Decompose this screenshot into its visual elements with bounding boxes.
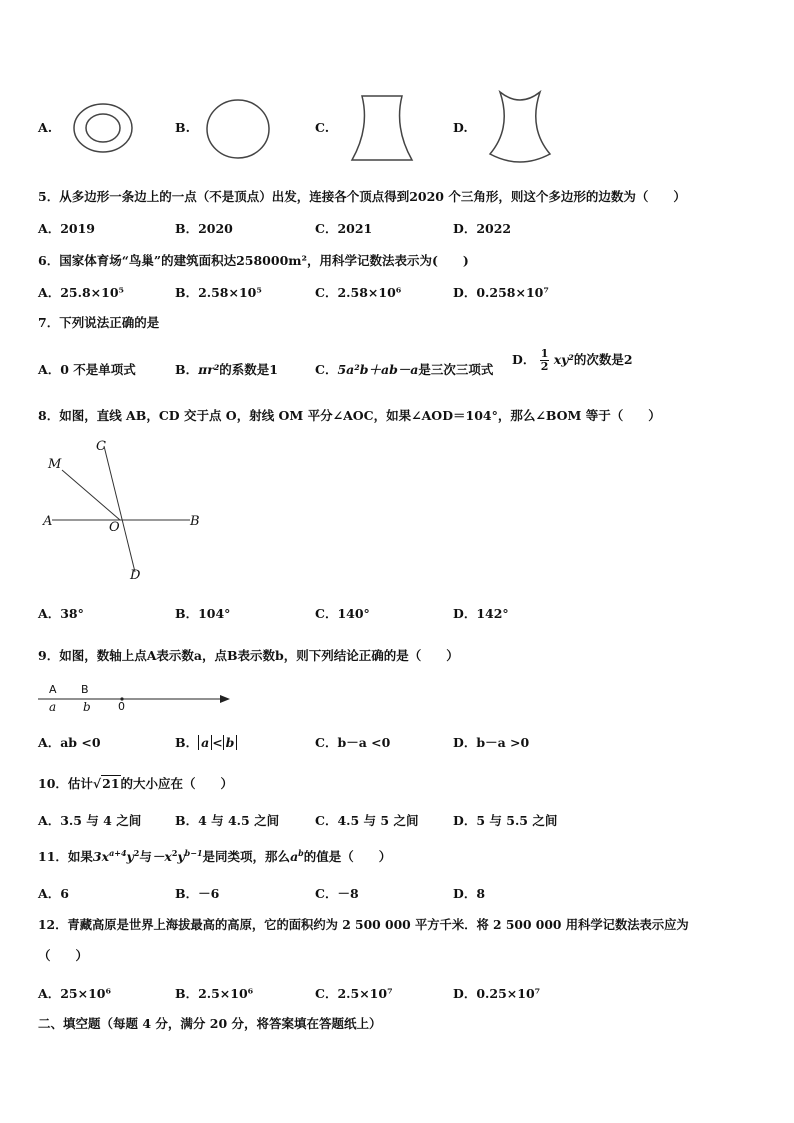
question-6: 6．国家体育场“鸟巢”的建筑面积达258000m²，用科学记数法表示为( ) [38,253,469,268]
question-9: 9．如图，数轴上点A表示数a，点B表示数b，则下列结论正确的是（ ） [38,648,459,663]
question-12: 12．青藏高原是世界上海拔最高的高原，它的面积约为 2 500 000 平方千米．将 2 500 000 用科学记数法表示应为 [38,917,689,932]
q11-option-b: B．－6 [175,886,220,901]
question-11: 11．如果$3x^{a+4}y^2$与$-x^2y^{b-1}$是同类项，那么$a^b$的值是（ ） [38,847,392,864]
q6-option-d: D．0.258×10⁷ [453,285,549,300]
q4-option-c-label: C. [315,120,330,135]
q7-option-b: B．πr²的系数是1 [175,362,278,377]
number-line-label-b: B [81,683,89,696]
q4-option-d-figure [484,86,556,168]
fraction-one-half: $\frac{1}{2}$ [540,347,549,373]
q9-option-b: B． a < b [175,733,237,751]
point-label-o: O [109,520,120,535]
q4-option-d-label: D. [453,120,468,135]
q10-option-b: B．4 与 4.5 之间 [175,813,280,828]
q8-option-c: C．140° [315,606,370,621]
q4-option-a-label: A. [38,120,53,135]
q7-option-c: C．5a²b＋ab－a是三次三项式 [315,362,494,377]
number-line-label-a: A [49,683,57,696]
q10-option-a: A．3.5 与 4 之间 [38,813,142,828]
q9-option-a: A．ab <0 [38,735,101,750]
q9-option-c: C．b－a <0 [315,735,391,750]
point-label-a: A [43,514,53,529]
q6-option-b: B．2.58×10⁵ [175,285,262,300]
number-line-zero: 0 [118,700,125,713]
q9-option-d: D．b－a >0 [453,735,530,750]
q8-option-a: A．38° [38,606,84,621]
q5-option-b: B．2020 [175,221,233,236]
question-8: 8．如图，直线 AB，CD 交于点 O，射线 OM 平分∠AOC，如果∠AOD＝104°，那么∠BOM 等于（ ） [38,408,661,423]
q10-option-c: C．4.5 与 5 之间 [315,813,419,828]
q5-option-a: A．2019 [38,221,95,236]
q11-option-c: C．－8 [315,886,359,901]
q12-option-d: D．0.25×10⁷ [453,986,541,1001]
q12-option-c: C．2.5×10⁷ [315,986,393,1001]
question-7: 7．下列说法正确的是 [38,315,160,330]
question-12-blank: （ ） [38,948,89,963]
point-label-b: B [190,514,200,529]
q11-option-d: D．8 [453,886,486,901]
point-label-c: C [96,439,106,454]
q11-option-a: A．6 [38,886,69,901]
q12-option-a: A．25×10⁶ [38,986,111,1001]
number-line-value-a: a [49,700,57,714]
q4-option-b-label: B. [175,120,190,135]
question-10: 10．估计√21的大小应在（ ） [38,776,234,791]
section-2-heading: 二、填空题（每题 4 分，满分 20 分，将答案填在答题纸上） [38,1016,382,1031]
q12-option-b: B．2.5×10⁶ [175,986,254,1001]
q5-option-c: C．2021 [315,221,373,236]
q8-option-d: D．142° [453,606,509,621]
point-label-d: D [130,568,141,583]
q4-option-b-figure [204,98,272,160]
q4-option-c-figure [346,92,418,166]
number-line-value-b: b [83,700,91,714]
q10-option-d: D．5 与 5.5 之间 [453,813,558,828]
q7-option-d: D． $\frac{1}{2}$ xy²的次数是2 [512,347,633,373]
q4-option-a-figure [72,102,134,154]
q6-option-a: A．25.8×10⁵ [38,285,124,300]
point-label-m: M [48,457,62,472]
q8-option-b: B．104° [175,606,231,621]
q7-option-a: A．0 不是单项式 [38,362,136,377]
q6-option-c: C．2.58×10⁶ [315,285,402,300]
q5-option-d: D．2022 [453,221,512,236]
q9-number-line [38,690,234,710]
question-5: 5．从多边形一条边上的一点（不是顶点）出发，连接各个顶点得到2020 个三角形，则这个多边形的边数为（ ） [38,189,686,204]
q8-geometry-figure [38,436,208,586]
